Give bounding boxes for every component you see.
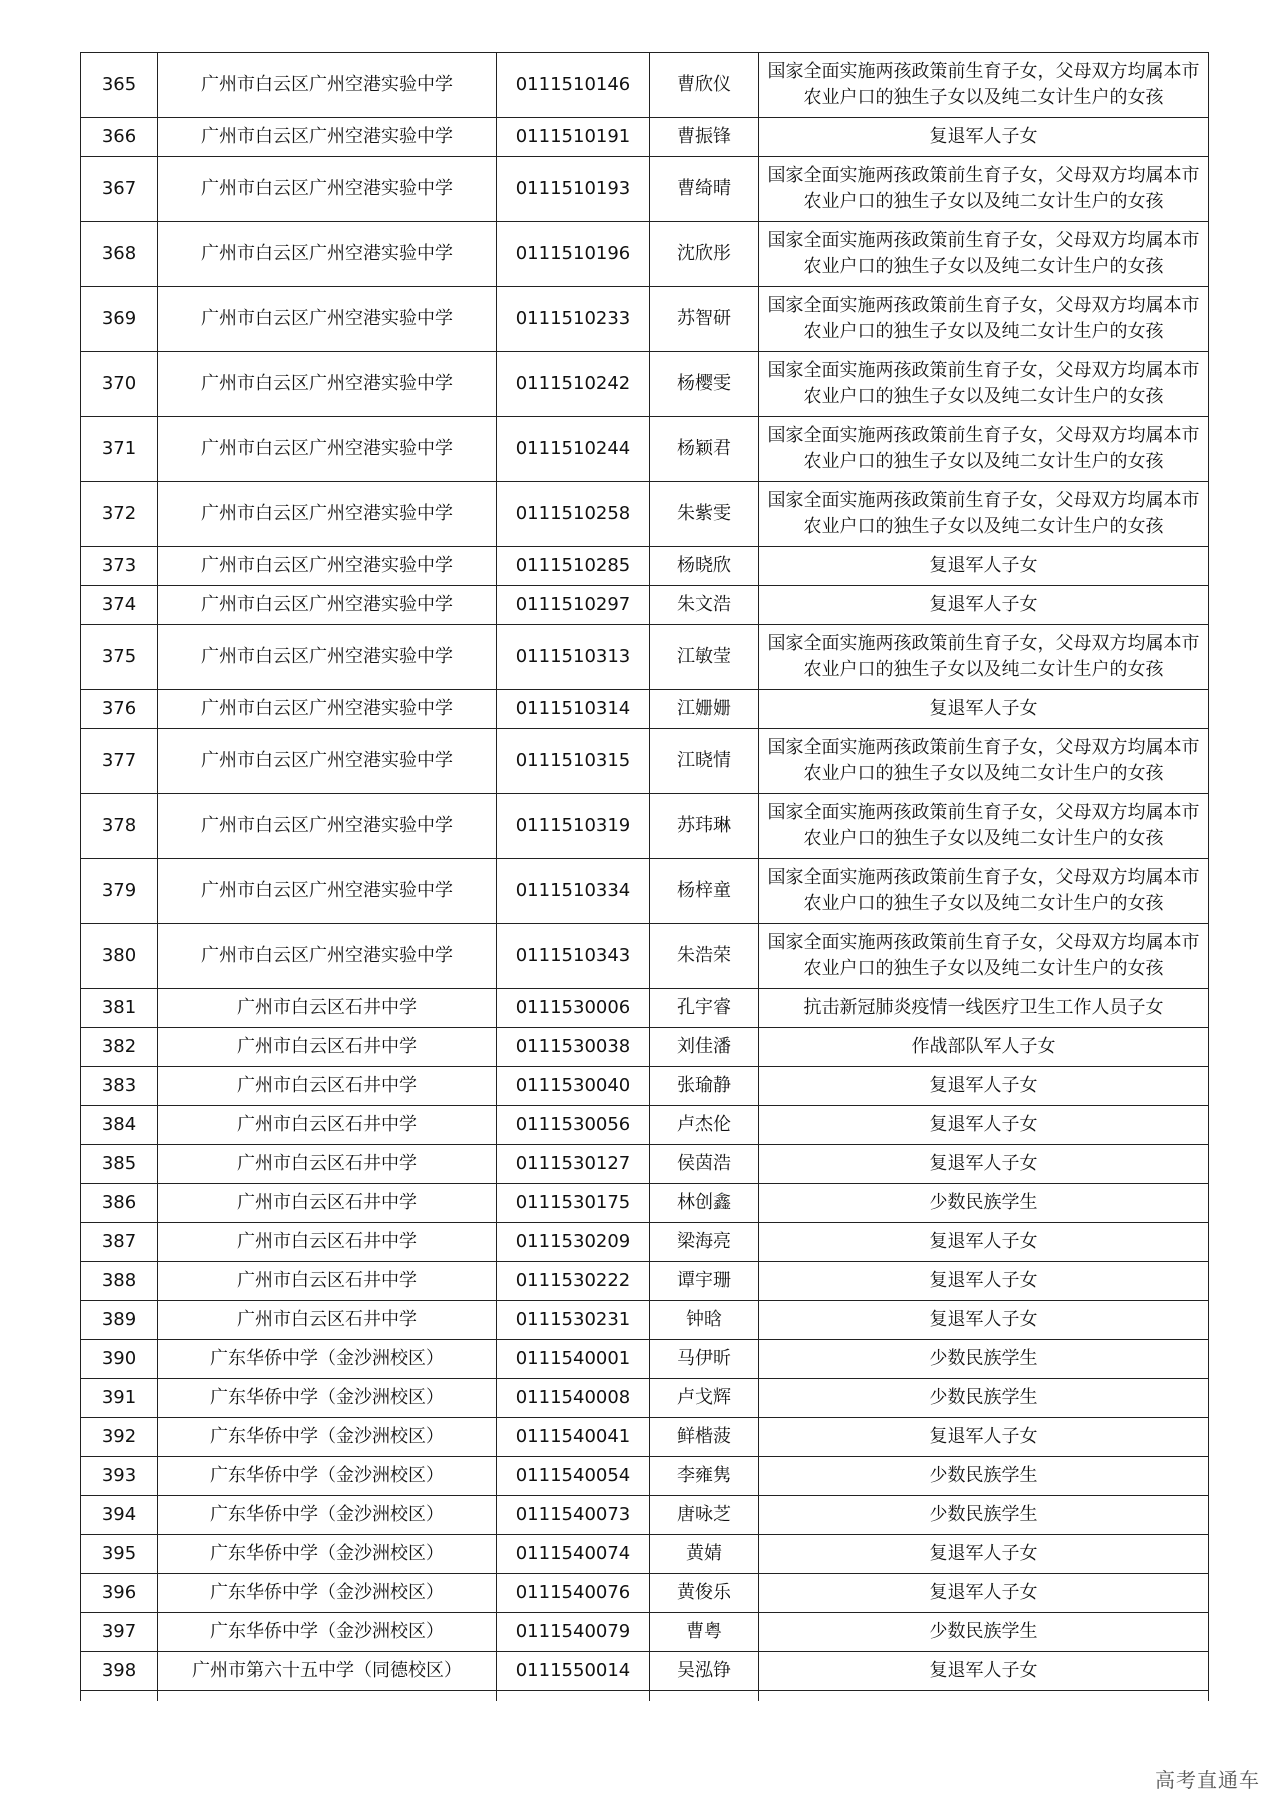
school-cell: 广东华侨中学（金沙洲校区） xyxy=(158,1535,497,1574)
category-cell: 少数民族学生 xyxy=(759,1340,1209,1379)
row-number-cell: 380 xyxy=(81,924,158,989)
student-name-cell: 江姗姗 xyxy=(650,690,759,729)
category-cell: 国家全面实施两孩政策前生育子女，父母双方均属本市农业户口的独生子女以及纯二女计生户的女孩 xyxy=(759,287,1209,352)
row-number-cell: 398 xyxy=(81,1652,158,1691)
student-name-cell: 侯茵浩 xyxy=(650,1145,759,1184)
category-cell: 复退军人子女 xyxy=(759,1223,1209,1262)
student-id-cell: 0111550014 xyxy=(497,1652,650,1691)
student-id-cell: 0111530038 xyxy=(497,1028,650,1067)
student-name-cell: 杨梓童 xyxy=(650,859,759,924)
student-name-cell: 黄婧 xyxy=(650,1535,759,1574)
school-cell: 广州市白云区广州空港实验中学 xyxy=(158,625,497,690)
row-number-cell: 395 xyxy=(81,1535,158,1574)
student-id-cell: 0111540054 xyxy=(497,1457,650,1496)
student-id-cell: 0111510191 xyxy=(497,118,650,157)
school-cell: 广州市白云区广州空港实验中学 xyxy=(158,157,497,222)
row-number-cell: 392 xyxy=(81,1418,158,1457)
student-name-cell: 孔宇睿 xyxy=(650,989,759,1028)
category-cell: 复退军人子女 xyxy=(759,1301,1209,1340)
table-row xyxy=(81,1184,1209,1223)
student-name-cell: 钟晗 xyxy=(650,1301,759,1340)
school-cell: 广州市白云区石井中学 xyxy=(158,1106,497,1145)
student-name-cell: 曹粤 xyxy=(650,1613,759,1652)
student-id-cell: 0111540079 xyxy=(497,1613,650,1652)
row-number-cell: 374 xyxy=(81,586,158,625)
category-cell: 少数民族学生 xyxy=(759,1379,1209,1418)
category-cell: 国家全面实施两孩政策前生育子女，父母双方均属本市农业户口的独生子女以及纯二女计生户的女孩 xyxy=(759,222,1209,287)
table-row xyxy=(81,859,1209,924)
row-number-cell: 386 xyxy=(81,1184,158,1223)
table-row xyxy=(81,586,1209,625)
student-id-cell: 0111510242 xyxy=(497,352,650,417)
category-cell: 复退军人子女 xyxy=(759,1652,1209,1691)
student-id-cell: 0111510334 xyxy=(497,859,650,924)
student-id-cell: 0111540008 xyxy=(497,1379,650,1418)
category-cell: 复退军人子女 xyxy=(759,1106,1209,1145)
roster-table xyxy=(80,52,1209,1701)
student-id-cell: 0111510314 xyxy=(497,690,650,729)
table-row xyxy=(81,1496,1209,1535)
category-cell: 复退军人子女 xyxy=(759,118,1209,157)
row-number-cell: 369 xyxy=(81,287,158,352)
school-cell: 广东华侨中学（金沙洲校区） xyxy=(158,1340,497,1379)
table-row xyxy=(81,625,1209,690)
row-number-cell: 394 xyxy=(81,1496,158,1535)
student-id-cell: 0111540041 xyxy=(497,1418,650,1457)
student-name-cell: 朱浩荣 xyxy=(650,924,759,989)
row-number-cell: 365 xyxy=(81,53,158,118)
category-cell: 国家全面实施两孩政策前生育子女，父母双方均属本市农业户口的独生子女以及纯二女计生户的女孩 xyxy=(759,924,1209,989)
school-cell: 广州市白云区广州空港实验中学 xyxy=(158,859,497,924)
row-number-cell: 381 xyxy=(81,989,158,1028)
student-name-cell: 卢杰伦 xyxy=(650,1106,759,1145)
school-cell: 广州市白云区广州空港实验中学 xyxy=(158,794,497,859)
row-number-cell: 376 xyxy=(81,690,158,729)
student-name-cell: 江晓情 xyxy=(650,729,759,794)
table-row xyxy=(81,1301,1209,1340)
student-name-cell: 卢戈辉 xyxy=(650,1379,759,1418)
student-name-cell: 黄俊乐 xyxy=(650,1574,759,1613)
table-row xyxy=(81,53,1209,118)
student-id-cell: 0111510196 xyxy=(497,222,650,287)
student-name-cell: 江敏莹 xyxy=(650,625,759,690)
school-cell: 广州市白云区广州空港实验中学 xyxy=(158,417,497,482)
category-cell: 抗击新冠肺炎疫情一线医疗卫生工作人员子女 xyxy=(759,989,1209,1028)
table-row xyxy=(81,417,1209,482)
category-cell: 国家全面实施两孩政策前生育子女，父母双方均属本市农业户口的独生子女以及纯二女计生户的女孩 xyxy=(759,729,1209,794)
table-row xyxy=(81,1535,1209,1574)
category-cell: 国家全面实施两孩政策前生育子女，父母双方均属本市农业户口的独生子女以及纯二女计生户的女孩 xyxy=(759,417,1209,482)
table-row xyxy=(81,1067,1209,1106)
category-cell: 国家全面实施两孩政策前生育子女，父母双方均属本市农业户口的独生子女以及纯二女计生户的女孩 xyxy=(759,859,1209,924)
row-number-cell: 391 xyxy=(81,1379,158,1418)
student-name-cell: 朱紫雯 xyxy=(650,482,759,547)
category-cell: 少数民族学生 xyxy=(759,1184,1209,1223)
category-cell: 少数民族学生 xyxy=(759,1457,1209,1496)
row-number-cell: 387 xyxy=(81,1223,158,1262)
school-cell: 广州市白云区石井中学 xyxy=(158,989,497,1028)
student-id-cell: 0111510297 xyxy=(497,586,650,625)
school-cell: 广州市白云区广州空港实验中学 xyxy=(158,729,497,794)
student-id-cell: 0111510285 xyxy=(497,547,650,586)
row-number-cell: 378 xyxy=(81,794,158,859)
row-number-cell: 388 xyxy=(81,1262,158,1301)
row-number-cell: 375 xyxy=(81,625,158,690)
school-cell: 广州市白云区石井中学 xyxy=(158,1067,497,1106)
school-cell: 广州市白云区石井中学 xyxy=(158,1262,497,1301)
student-name-cell: 曹绮晴 xyxy=(650,157,759,222)
student-id-cell: 0111510313 xyxy=(497,625,650,690)
school-cell: 广州市白云区广州空港实验中学 xyxy=(158,547,497,586)
student-id-cell: 0111510258 xyxy=(497,482,650,547)
school-cell: 广州市白云区广州空港实验中学 xyxy=(158,586,497,625)
school-cell: 广州市白云区广州空港实验中学 xyxy=(158,287,497,352)
category-cell: 少数民族学生 xyxy=(759,1613,1209,1652)
student-id-cell: 0111530006 xyxy=(497,989,650,1028)
row-number-cell: 368 xyxy=(81,222,158,287)
table-row xyxy=(81,222,1209,287)
school-cell: 广州市白云区广州空港实验中学 xyxy=(158,690,497,729)
empty-cell xyxy=(759,1691,1209,1702)
school-cell: 广州市白云区广州空港实验中学 xyxy=(158,352,497,417)
row-number-cell: 396 xyxy=(81,1574,158,1613)
student-name-cell: 曹振锋 xyxy=(650,118,759,157)
school-cell: 广州市白云区广州空港实验中学 xyxy=(158,924,497,989)
table-row xyxy=(81,352,1209,417)
row-number-cell: 367 xyxy=(81,157,158,222)
student-name-cell: 林创鑫 xyxy=(650,1184,759,1223)
row-number-cell: 377 xyxy=(81,729,158,794)
student-name-cell: 杨颖君 xyxy=(650,417,759,482)
school-cell: 广东华侨中学（金沙洲校区） xyxy=(158,1457,497,1496)
category-cell: 复退军人子女 xyxy=(759,1145,1209,1184)
category-cell: 国家全面实施两孩政策前生育子女，父母双方均属本市农业户口的独生子女以及纯二女计生户的女孩 xyxy=(759,352,1209,417)
table-row xyxy=(81,1418,1209,1457)
student-id-cell: 0111510315 xyxy=(497,729,650,794)
student-name-cell: 苏玮琳 xyxy=(650,794,759,859)
category-cell: 复退军人子女 xyxy=(759,547,1209,586)
table-row xyxy=(81,118,1209,157)
row-number-cell: 366 xyxy=(81,118,158,157)
table-row xyxy=(81,482,1209,547)
table-body xyxy=(81,53,1209,1702)
row-number-cell: 384 xyxy=(81,1106,158,1145)
watermark-text: 高考直通车 xyxy=(1155,1768,1260,1792)
student-name-cell: 杨晓欣 xyxy=(650,547,759,586)
table-row xyxy=(81,1340,1209,1379)
school-cell: 广东华侨中学（金沙洲校区） xyxy=(158,1418,497,1457)
student-name-cell: 张瑜静 xyxy=(650,1067,759,1106)
row-number-cell: 371 xyxy=(81,417,158,482)
category-cell: 复退军人子女 xyxy=(759,690,1209,729)
category-cell: 复退军人子女 xyxy=(759,586,1209,625)
row-number-cell: 385 xyxy=(81,1145,158,1184)
student-id-cell: 0111530040 xyxy=(497,1067,650,1106)
table-row xyxy=(81,287,1209,352)
row-number-cell: 379 xyxy=(81,859,158,924)
student-id-cell: 0111540074 xyxy=(497,1535,650,1574)
student-id-cell: 0111530222 xyxy=(497,1262,650,1301)
table-row xyxy=(81,157,1209,222)
school-cell: 广州市白云区石井中学 xyxy=(158,1184,497,1223)
category-cell: 国家全面实施两孩政策前生育子女，父母双方均属本市农业户口的独生子女以及纯二女计生户的女孩 xyxy=(759,157,1209,222)
student-id-cell: 0111510343 xyxy=(497,924,650,989)
student-id-cell: 0111540073 xyxy=(497,1496,650,1535)
student-id-cell: 0111540001 xyxy=(497,1340,650,1379)
category-cell: 少数民族学生 xyxy=(759,1496,1209,1535)
table-row xyxy=(81,1652,1209,1691)
school-cell: 广州市白云区广州空港实验中学 xyxy=(158,482,497,547)
row-number-cell: 373 xyxy=(81,547,158,586)
student-name-cell: 吴泓铮 xyxy=(650,1652,759,1691)
student-name-cell: 朱文浩 xyxy=(650,586,759,625)
school-cell: 广州市白云区石井中学 xyxy=(158,1301,497,1340)
student-id-cell: 0111530209 xyxy=(497,1223,650,1262)
table-row xyxy=(81,1379,1209,1418)
category-cell: 复退军人子女 xyxy=(759,1262,1209,1301)
school-cell: 广州市白云区广州空港实验中学 xyxy=(158,53,497,118)
empty-cell xyxy=(158,1691,497,1702)
table-row xyxy=(81,729,1209,794)
student-name-cell: 曹欣仪 xyxy=(650,53,759,118)
table-row xyxy=(81,1574,1209,1613)
empty-cell xyxy=(497,1691,650,1702)
category-cell: 复退军人子女 xyxy=(759,1067,1209,1106)
category-cell: 国家全面实施两孩政策前生育子女，父母双方均属本市农业户口的独生子女以及纯二女计生户的女孩 xyxy=(759,53,1209,118)
category-cell: 复退军人子女 xyxy=(759,1574,1209,1613)
row-number-cell: 372 xyxy=(81,482,158,547)
student-id-cell: 0111530056 xyxy=(497,1106,650,1145)
table-row xyxy=(81,1457,1209,1496)
student-id-cell: 0111510193 xyxy=(497,157,650,222)
student-id-cell: 0111540076 xyxy=(497,1574,650,1613)
table-row-continued xyxy=(81,1691,1209,1702)
student-name-cell: 谭宇珊 xyxy=(650,1262,759,1301)
table-row xyxy=(81,989,1209,1028)
school-cell: 广州市白云区石井中学 xyxy=(158,1145,497,1184)
table-row xyxy=(81,547,1209,586)
school-cell: 广州市白云区石井中学 xyxy=(158,1028,497,1067)
table-row xyxy=(81,924,1209,989)
school-cell: 广州市白云区广州空港实验中学 xyxy=(158,118,497,157)
school-cell: 广东华侨中学（金沙洲校区） xyxy=(158,1613,497,1652)
table-row xyxy=(81,1145,1209,1184)
student-name-cell: 梁海亮 xyxy=(650,1223,759,1262)
school-cell: 广东华侨中学（金沙洲校区） xyxy=(158,1379,497,1418)
table-row xyxy=(81,1262,1209,1301)
empty-cell xyxy=(650,1691,759,1702)
student-id-cell: 0111530175 xyxy=(497,1184,650,1223)
category-cell: 复退军人子女 xyxy=(759,1535,1209,1574)
school-cell: 广东华侨中学（金沙洲校区） xyxy=(158,1496,497,1535)
row-number-cell: 393 xyxy=(81,1457,158,1496)
row-number-cell: 389 xyxy=(81,1301,158,1340)
student-name-cell: 唐咏芝 xyxy=(650,1496,759,1535)
category-cell: 国家全面实施两孩政策前生育子女，父母双方均属本市农业户口的独生子女以及纯二女计生户的女孩 xyxy=(759,482,1209,547)
student-name-cell: 杨樱雯 xyxy=(650,352,759,417)
roster-table-container xyxy=(80,52,1208,1701)
student-id-cell: 0111510146 xyxy=(497,53,650,118)
row-number-cell: 370 xyxy=(81,352,158,417)
category-cell: 国家全面实施两孩政策前生育子女，父母双方均属本市农业户口的独生子女以及纯二女计生户的女孩 xyxy=(759,625,1209,690)
student-id-cell: 0111530231 xyxy=(497,1301,650,1340)
student-id-cell: 0111510244 xyxy=(497,417,650,482)
student-name-cell: 刘佳潘 xyxy=(650,1028,759,1067)
table-row xyxy=(81,690,1209,729)
student-name-cell: 鲜楷菠 xyxy=(650,1418,759,1457)
table-row xyxy=(81,794,1209,859)
category-cell: 复退军人子女 xyxy=(759,1418,1209,1457)
school-cell: 广州市白云区石井中学 xyxy=(158,1223,497,1262)
student-id-cell: 0111530127 xyxy=(497,1145,650,1184)
table-row xyxy=(81,1223,1209,1262)
category-cell: 国家全面实施两孩政策前生育子女，父母双方均属本市农业户口的独生子女以及纯二女计生户的女孩 xyxy=(759,794,1209,859)
row-number-cell: 390 xyxy=(81,1340,158,1379)
student-name-cell: 马伊昕 xyxy=(650,1340,759,1379)
student-name-cell: 李雍隽 xyxy=(650,1457,759,1496)
student-name-cell: 沈欣彤 xyxy=(650,222,759,287)
student-id-cell: 0111510233 xyxy=(497,287,650,352)
student-name-cell: 苏智研 xyxy=(650,287,759,352)
student-id-cell: 0111510319 xyxy=(497,794,650,859)
school-cell: 广东华侨中学（金沙洲校区） xyxy=(158,1574,497,1613)
school-cell: 广州市第六十五中学（同德校区） xyxy=(158,1652,497,1691)
table-row xyxy=(81,1106,1209,1145)
category-cell: 作战部队军人子女 xyxy=(759,1028,1209,1067)
row-number-cell: 383 xyxy=(81,1067,158,1106)
empty-cell xyxy=(81,1691,158,1702)
row-number-cell: 382 xyxy=(81,1028,158,1067)
row-number-cell: 397 xyxy=(81,1613,158,1652)
school-cell: 广州市白云区广州空港实验中学 xyxy=(158,222,497,287)
table-row xyxy=(81,1613,1209,1652)
table-row xyxy=(81,1028,1209,1067)
